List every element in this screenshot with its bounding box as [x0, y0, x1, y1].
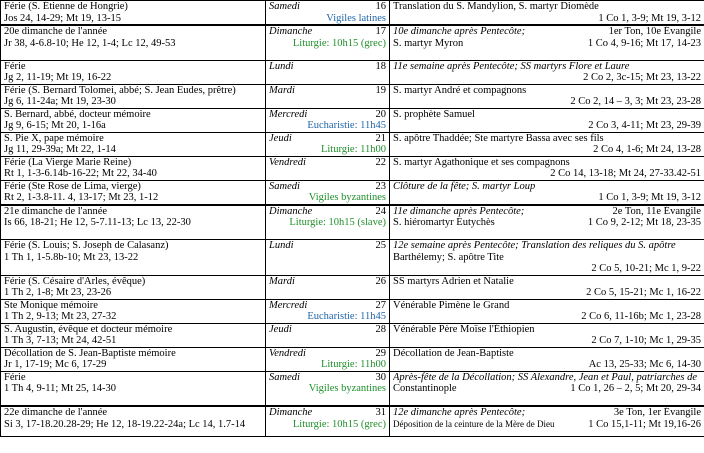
- byzantine-readings-cell: [390, 84, 704, 108]
- table-row: [1, 132, 704, 156]
- latin-readings-cell: [1, 108, 266, 132]
- latin-readings: Rt 1, 1-3-6.14b-16-22; Mt 22, 34-40: [4, 168, 157, 179]
- service-time-note: Eucharistie: 11h45: [307, 311, 386, 322]
- byzantine-feast: SS martyrs Adrien et Natalie: [393, 275, 514, 287]
- day-number: 31: [375, 407, 386, 418]
- latin-readings: Jg 11, 29-39a; Mt 22, 1-14: [4, 144, 116, 155]
- latin-readings: Jg 2, 11-19; Mt 19, 16-22: [4, 72, 112, 83]
- service-time-note: Vigiles latines: [326, 12, 386, 24]
- byzantine-readings: Ac 13, 25-33; Mc 6, 14-30: [588, 359, 701, 370]
- table-row: [1, 371, 704, 406]
- service-time-note: Liturgie: 10h15 (slave): [289, 217, 386, 228]
- byzantine-feast: 11e dimanche après Pentecôte;: [393, 205, 525, 217]
- weekday-label: Mercredi: [269, 299, 308, 311]
- latin-feast: S. Pie X, pape mémoire: [4, 132, 104, 144]
- byzantine-feast: 10e dimanche après Pentecôte;: [393, 26, 526, 37]
- latin-readings-cell: [1, 132, 266, 156]
- byzantine-readings: 1 Co 1, 3-9; Mt 19, 3-12: [598, 192, 701, 203]
- service-time-note: Vigiles byzantines: [308, 383, 386, 394]
- service-time-note: Liturgie: 11h00: [320, 144, 386, 155]
- byzantine-readings: 1 Co 1, 3-9; Mt 19, 3-12: [598, 12, 701, 24]
- day-number: 19: [375, 84, 386, 96]
- day-cell: [266, 347, 390, 371]
- byzantine-feast: 11e semaine après Pentecôte; SS martyrs Flore et Laure: [393, 60, 630, 72]
- latin-feast: 20e dimanche de l'année: [4, 26, 108, 37]
- latin-readings: 1 Th 2, 1-8; Mt 23, 23-26: [4, 287, 112, 298]
- weekday-label: Samedi: [269, 180, 300, 192]
- latin-readings: Jg 9, 6-15; Mt 20, 1-16a: [4, 120, 106, 131]
- tone-gospel-label: 2e Ton, 11e Évangile: [612, 205, 701, 217]
- byzantine-commemoration: S. hiéromartyr Eutychès: [393, 217, 495, 228]
- latin-readings: Jos 24, 14-29; Mt 19, 13-15: [4, 12, 121, 24]
- service-time-note: Liturgie: 10h15 (grec): [292, 418, 386, 430]
- latin-readings: Is 66, 18-21; He 12, 5-7.11-13; Lc 13, 22-30: [4, 217, 191, 228]
- byzantine-feast: Décollation de Jean-Baptiste: [393, 347, 514, 359]
- byzantine-readings-cell: [390, 25, 704, 60]
- latin-readings: Rt 2, 1-3.8-11. 4, 13-17; Mt 23, 1-12: [4, 192, 159, 203]
- latin-readings: 1 Th 3, 7-13; Mt 24, 42-51: [4, 335, 117, 346]
- byzantine-readings-cell: [390, 347, 704, 371]
- latin-readings-cell: [1, 84, 266, 108]
- day-cell: [266, 323, 390, 347]
- day-cell: [266, 108, 390, 132]
- table-row: [1, 84, 704, 108]
- byzantine-commemoration: Constantinople: [393, 383, 457, 394]
- byzantine-feast: S. martyr Agathonique et ses compagnons: [393, 156, 570, 168]
- table-row: [1, 108, 704, 132]
- byzantine-feast: 12e dimanche après Pentecôte;: [393, 407, 526, 418]
- byzantine-readings: 1 Co 15,1-11; Mt 19,16-26: [588, 418, 701, 430]
- service-time-note: Liturgie: 11h00: [320, 359, 386, 370]
- day-number: 26: [375, 275, 386, 287]
- latin-feast: Férie (S. Bernard Tolomei, abbé; S. Jean Eudes, prêtre): [4, 84, 236, 96]
- byzantine-readings-cell: [390, 275, 704, 299]
- byzantine-commemoration: S. martyr Myron: [393, 37, 464, 49]
- latin-feast: S. Bernard, abbé, docteur mémoire: [4, 108, 151, 120]
- latin-readings-cell: [1, 205, 266, 240]
- service-time-note: Eucharistie: 11h45: [307, 120, 386, 131]
- byzantine-readings: 2 Co 5, 15-21; Mc 1, 16-22: [586, 287, 701, 298]
- day-number: 27: [375, 299, 386, 311]
- byzantine-feast: Clôture de la fête; S. martyr Loup: [393, 180, 536, 192]
- latin-feast: Férie (S. Césaire d'Arles, évêque): [4, 275, 146, 287]
- tone-gospel-label: 3e Ton, 1er Évangile: [613, 407, 701, 418]
- day-number: 20: [375, 108, 386, 120]
- latin-readings-cell: [1, 156, 266, 180]
- byzantine-readings-cell: [390, 371, 704, 406]
- day-cell: [266, 60, 390, 84]
- day-number: 25: [375, 240, 386, 251]
- day-cell: [266, 156, 390, 180]
- latin-readings-cell: [1, 180, 266, 205]
- table-row: [1, 156, 704, 180]
- latin-feast: Décollation de S. Jean-Baptiste mémoire: [4, 347, 176, 359]
- latin-feast: Férie (Ste Rose de Lima, vierge): [4, 180, 141, 192]
- day-number: 24: [375, 205, 386, 217]
- byzantine-feast: S. martyr André et compagnons: [393, 84, 527, 96]
- table-row: [1, 180, 704, 205]
- byzantine-feast: 12e semaine après Pentecôte; Translation des reliques du S. apôtre: [393, 240, 676, 251]
- byzantine-readings: 2 Co 5, 10-21; Mc 1, 9-22: [591, 263, 701, 274]
- day-cell: [266, 1, 390, 26]
- day-cell: [266, 25, 390, 60]
- latin-readings: Jr 38, 4-6.8-10; He 12, 1-4; Lc 12, 49-53: [4, 37, 176, 49]
- latin-readings-cell: [1, 60, 266, 84]
- day-number: 23: [375, 180, 386, 192]
- weekday-label: Samedi: [269, 1, 300, 12]
- latin-feast: Ste Monique mémoire: [4, 299, 98, 311]
- day-cell: [266, 205, 390, 240]
- table-row: [1, 60, 704, 84]
- byzantine-readings-cell: [390, 299, 704, 323]
- latin-readings-cell: [1, 371, 266, 406]
- table-row: [1, 299, 704, 323]
- day-cell: [266, 132, 390, 156]
- tone-gospel-label: 1er Ton, 10e Évangile: [608, 26, 701, 37]
- byzantine-readings: 2 Co 6, 11-16b; Mc 1, 23-28: [581, 311, 701, 322]
- byzantine-readings-cell: [390, 132, 704, 156]
- byzantine-readings-cell: [390, 205, 704, 240]
- table-row: [1, 275, 704, 299]
- latin-readings-cell: [1, 25, 266, 60]
- byzantine-feast: Après-fête de la Décollation; SS Alexandre, Jean et Paul, patriarches de: [393, 371, 698, 383]
- table-row: [1, 25, 704, 60]
- byzantine-readings-cell: [390, 108, 704, 132]
- day-number: 21: [375, 132, 386, 144]
- table-row: [1, 1, 704, 26]
- table-row: [1, 323, 704, 347]
- byzantine-readings: 2 Co 7, 1-10; Mc 1, 29-35: [591, 335, 701, 346]
- byzantine-feast: S. apôtre Thaddée; Ste martyre Bassa avec ses fils: [393, 132, 604, 144]
- weekday-label: Lundi: [269, 60, 294, 72]
- byzantine-readings: 2 Co 14, 13-18; Mt 24, 27-33.42-51: [550, 168, 701, 179]
- latin-feast: Férie: [4, 60, 26, 72]
- day-cell: [266, 275, 390, 299]
- latin-feast: Férie (La Vierge Marie Reine): [4, 156, 132, 168]
- weekday-label: Vendredi: [269, 347, 306, 359]
- latin-readings-cell: [1, 347, 266, 371]
- day-cell: [266, 371, 390, 406]
- weekday-label: Mardi: [269, 275, 295, 287]
- byzantine-readings: 1 Co 1, 26 – 2, 5; Mt 20, 29-34: [570, 383, 701, 394]
- latin-readings: 1 Th 1, 1-5.8b-10; Mt 23, 13-22: [4, 251, 139, 263]
- latin-readings-cell: [1, 240, 266, 276]
- latin-feast: 22e dimanche de l'année: [4, 407, 108, 418]
- day-number: 29: [375, 347, 386, 359]
- day-number: 16: [375, 1, 386, 12]
- latin-feast: 21e dimanche de l'année: [4, 205, 108, 217]
- service-time-note: Liturgie: 10h15 (grec): [292, 37, 386, 49]
- byzantine-readings-cell: [390, 1, 704, 26]
- byzantine-readings-cell: [390, 406, 704, 436]
- day-number: 22: [375, 156, 386, 168]
- day-cell: [266, 180, 390, 205]
- weekday-label: Dimanche: [269, 26, 313, 37]
- weekday-label: Mardi: [269, 84, 295, 96]
- byzantine-readings: 2 Co 2, 3c-15; Mt 23, 13-22: [583, 72, 701, 83]
- byzantine-feast: Vénérable Père Moïse l'Éthiopien: [393, 323, 535, 335]
- byzantine-feast-continued: Barthélemy; S. apôtre Tite: [393, 251, 504, 263]
- byzantine-readings: 2 Co 2, 14 – 3, 3; Mt 23, 23-28: [570, 96, 701, 107]
- weekday-label: Lundi: [269, 240, 294, 251]
- byzantine-readings-cell: [390, 180, 704, 205]
- byzantine-readings: 1 Co 9, 2-12; Mt 18, 23-35: [587, 217, 701, 228]
- day-number: 28: [375, 323, 386, 335]
- table-row: [1, 406, 704, 436]
- latin-feast: Férie: [4, 371, 26, 383]
- latin-readings-cell: [1, 299, 266, 323]
- service-time-note: Vigiles byzantines: [308, 192, 386, 203]
- byzantine-readings-cell: [390, 60, 704, 84]
- latin-readings: 1 Th 2, 9-13; Mt 23, 27-32: [4, 311, 117, 322]
- latin-readings: Jg 6, 11-24a; Mt 19, 23-30: [4, 96, 116, 107]
- latin-feast: Férie (S. Louis; S. Joseph de Calasanz): [4, 240, 169, 251]
- day-cell: [266, 406, 390, 436]
- latin-readings-cell: [1, 275, 266, 299]
- day-cell: [266, 299, 390, 323]
- latin-readings: Si 3, 17-18.20.28-29; He 12, 18-19.22-24a; Lc 14, 1.7-14: [4, 418, 246, 430]
- weekday-label: Jeudi: [269, 323, 292, 335]
- weekday-label: Samedi: [269, 371, 300, 383]
- day-number: 18: [375, 60, 386, 72]
- latin-readings: 1 Th 4, 9-11; Mt 25, 14-30: [4, 383, 116, 394]
- table-row: [1, 240, 704, 276]
- table-row: [1, 205, 704, 240]
- weekday-label: Dimanche: [269, 407, 313, 418]
- latin-feast: S. Augustin, évêque et docteur mémoire: [4, 323, 173, 335]
- day-cell: [266, 240, 390, 276]
- byzantine-readings-cell: [390, 240, 704, 276]
- latin-readings: Jr 1, 17-19; Mc 6, 17-29: [4, 359, 107, 370]
- day-number: 17: [375, 26, 386, 37]
- byzantine-commemoration: Déposition de la ceinture de la Mère de Dieu: [393, 418, 555, 429]
- byzantine-readings-cell: [390, 156, 704, 180]
- day-cell: [266, 84, 390, 108]
- byzantine-readings: 2 Co 4, 1-6; Mt 24, 13-28: [593, 144, 701, 155]
- latin-readings-cell: [1, 323, 266, 347]
- weekday-label: Jeudi: [269, 132, 292, 144]
- byzantine-feast: Vénérable Pimène le Grand: [393, 299, 510, 311]
- calendar-body: [1, 1, 704, 437]
- weekday-label: Mercredi: [269, 108, 308, 120]
- latin-readings-cell: [1, 406, 266, 436]
- latin-readings-cell: [1, 1, 266, 26]
- table-row: [1, 347, 704, 371]
- weekday-label: Dimanche: [269, 205, 313, 217]
- latin-feast: Férie (S. Étienne de Hongrie): [4, 1, 128, 12]
- weekday-label: Vendredi: [269, 156, 306, 168]
- byzantine-feast: S. prophète Samuel: [393, 108, 475, 120]
- byzantine-readings-cell: [390, 323, 704, 347]
- byzantine-feast: Translation du S. Mandylion, S. martyr Diomède: [393, 1, 599, 12]
- byzantine-readings: 2 Co 3, 4-11; Mt 23, 29-39: [588, 120, 701, 131]
- day-number: 30: [375, 371, 386, 383]
- byzantine-readings: 1 Co 4, 9-16; Mt 17, 14-23: [587, 37, 701, 49]
